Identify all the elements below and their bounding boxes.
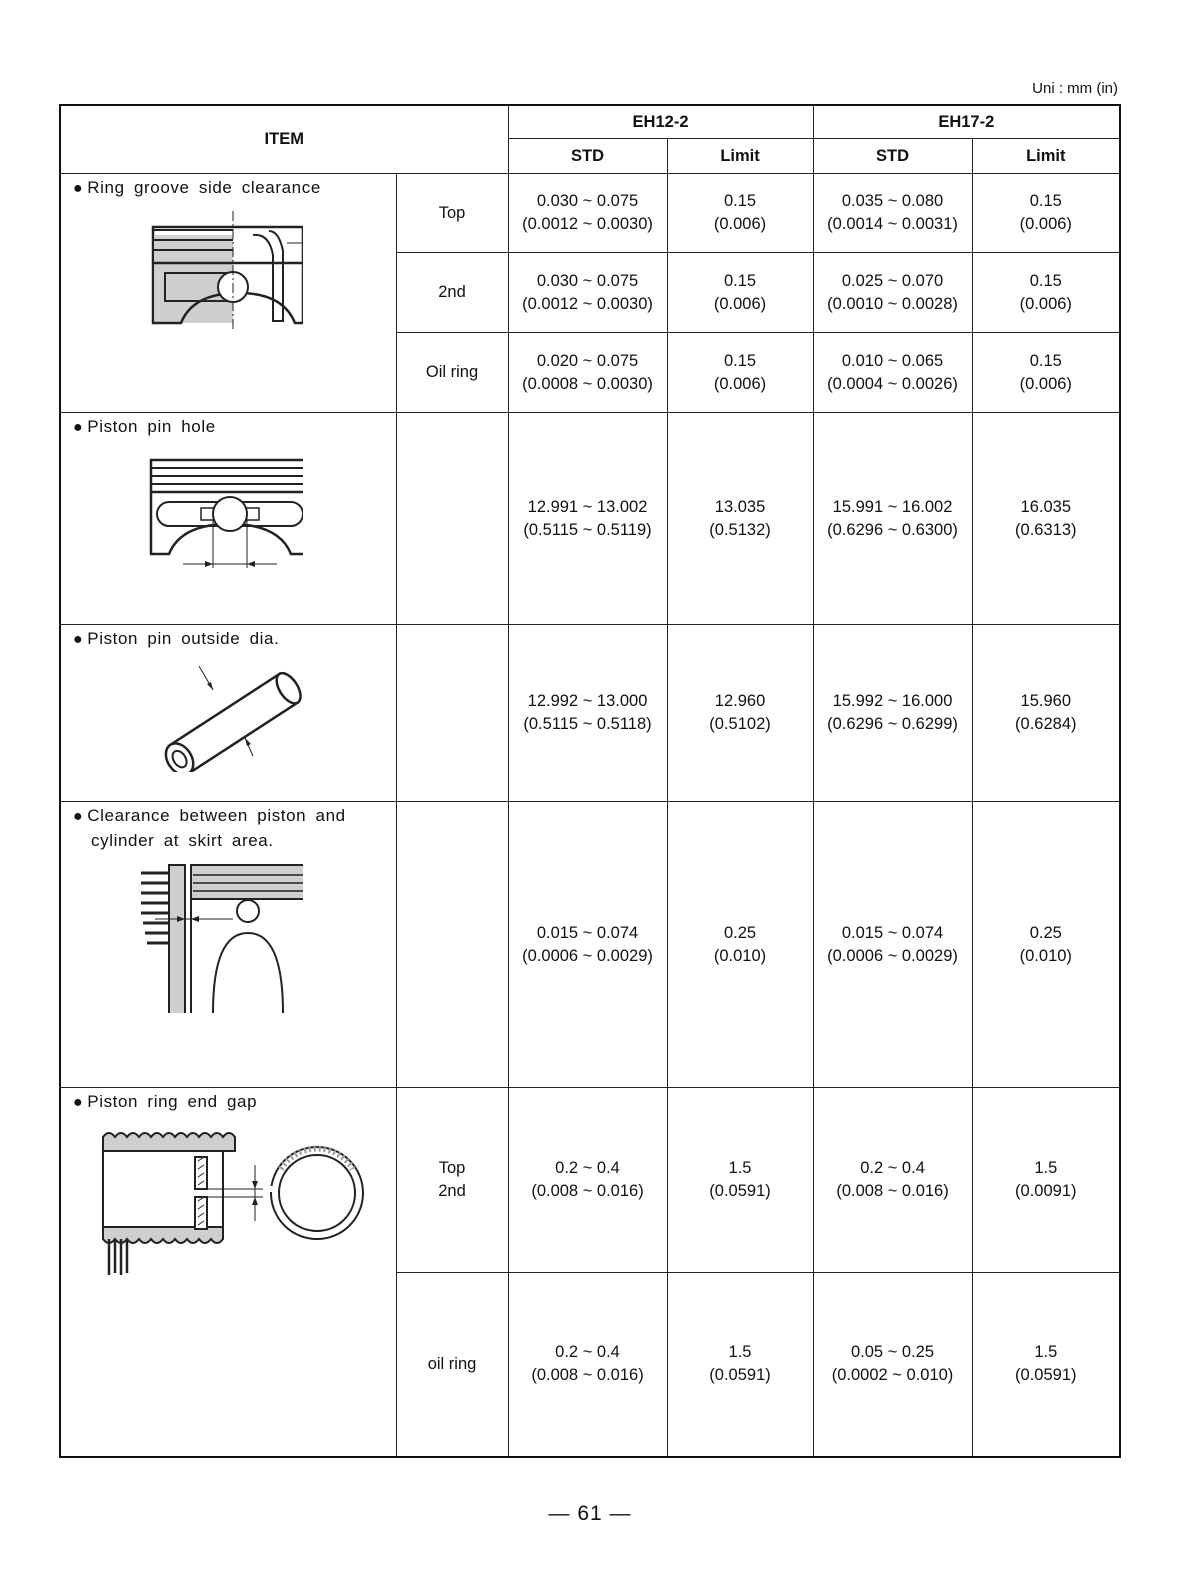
- limit-eh17: 0.15 (0.006): [972, 253, 1120, 333]
- limit-eh17: 0.25 (0.010): [972, 802, 1120, 1088]
- header-item: ITEM: [60, 105, 508, 174]
- bullet-icon: ●: [73, 808, 84, 825]
- sub-item-oil-ring: oil ring: [396, 1273, 508, 1457]
- std-eh12: 0.030 ~ 0.075 (0.0012 ~ 0.0030): [508, 253, 667, 333]
- sub-item-oil-ring: Oil ring: [396, 333, 508, 413]
- limit-eh12: 1.5 (0.0591): [667, 1273, 813, 1457]
- item-label: Clearance between piston and: [87, 806, 346, 825]
- sub-item-top-2nd: Top 2nd: [396, 1088, 508, 1273]
- ring-groove-diagram: [73, 201, 303, 331]
- header-std: STD: [813, 139, 972, 174]
- item-label: Piston ring end gap: [87, 1092, 258, 1111]
- std-eh12: 0.2 ~ 0.4 (0.008 ~ 0.016): [508, 1273, 667, 1457]
- sub-item-empty: [396, 413, 508, 625]
- std-eh12: 0.015 ~ 0.074 (0.0006 ~ 0.0029): [508, 802, 667, 1088]
- header-limit: Limit: [667, 139, 813, 174]
- limit-eh17: 1.5 (0.0091): [972, 1088, 1120, 1273]
- limit-eh12: 0.15 (0.006): [667, 333, 813, 413]
- limit-eh17: 0.15 (0.006): [972, 333, 1120, 413]
- table-row: [60, 802, 1120, 1088]
- std-eh17: 15.991 ~ 16.002 (0.6296 ~ 0.6300): [813, 413, 972, 625]
- item-piston-cylinder-clearance: [60, 802, 396, 1088]
- ring-end-gap-diagram: [73, 1115, 373, 1275]
- limit-eh17: 15.960 (0.6284): [972, 625, 1120, 802]
- limit-eh12: 12.960 (0.5102): [667, 625, 813, 802]
- std-eh17: 0.015 ~ 0.074 (0.0006 ~ 0.0029): [813, 802, 972, 1088]
- header-model-eh17: EH17-2: [813, 105, 1120, 139]
- header-model-eh12: EH12-2: [508, 105, 813, 139]
- table-row: [60, 413, 1120, 625]
- item-label-cont: cylinder at skirt area.: [91, 831, 274, 850]
- sub-item-2nd: 2nd: [396, 253, 508, 333]
- std-eh12: 12.991 ~ 13.002 (0.5115 ~ 0.5119): [508, 413, 667, 625]
- bullet-icon: ●: [73, 631, 84, 648]
- std-eh12: 0.030 ~ 0.075 (0.0012 ~ 0.0030): [508, 174, 667, 253]
- specification-table: [59, 104, 1121, 1458]
- limit-eh12: 0.25 (0.010): [667, 802, 813, 1088]
- header-std: STD: [508, 139, 667, 174]
- std-eh17: 0.2 ~ 0.4 (0.008 ~ 0.016): [813, 1088, 972, 1273]
- piston-pin-diagram: [73, 652, 303, 772]
- item-piston-ring-end-gap: [60, 1088, 396, 1457]
- limit-eh17: 0.15 (0.006): [972, 174, 1120, 253]
- item-piston-pin-outside-dia: [60, 625, 396, 802]
- limit-eh12: 1.5 (0.0591): [667, 1088, 813, 1273]
- sub-item-top: Top: [396, 174, 508, 253]
- std-eh17: 15.992 ~ 16.000 (0.6296 ~ 0.6299): [813, 625, 972, 802]
- piston-cylinder-diagram: [73, 853, 303, 1013]
- piston-pin-hole-diagram: [73, 440, 303, 580]
- unit-label: Uni : mm (in): [1032, 80, 1118, 97]
- bullet-icon: ●: [73, 419, 84, 436]
- std-eh12: 0.2 ~ 0.4 (0.008 ~ 0.016): [508, 1088, 667, 1273]
- table-row: [60, 174, 1120, 253]
- item-ring-groove: [60, 174, 396, 413]
- limit-eh17: 16.035 (0.6313): [972, 413, 1120, 625]
- std-eh12: 0.020 ~ 0.075 (0.0008 ~ 0.0030): [508, 333, 667, 413]
- std-eh17: 0.010 ~ 0.065 (0.0004 ~ 0.0026): [813, 333, 972, 413]
- limit-eh12: 0.15 (0.006): [667, 253, 813, 333]
- header-limit: Limit: [972, 139, 1120, 174]
- table-row: [60, 1088, 1120, 1273]
- sub-item-empty: [396, 625, 508, 802]
- item-piston-pin-hole: [60, 413, 396, 625]
- table-row: [60, 625, 1120, 802]
- std-eh17: 0.025 ~ 0.070 (0.0010 ~ 0.0028): [813, 253, 972, 333]
- item-label: Piston pin hole: [87, 417, 216, 436]
- sub-item-empty: [396, 802, 508, 1088]
- bullet-icon: ●: [73, 180, 84, 197]
- std-eh17: 0.05 ~ 0.25 (0.0002 ~ 0.010): [813, 1273, 972, 1457]
- std-eh17: 0.035 ~ 0.080 (0.0014 ~ 0.0031): [813, 174, 972, 253]
- header-row-models: [60, 105, 1120, 139]
- limit-eh12: 13.035 (0.5132): [667, 413, 813, 625]
- limit-eh17: 1.5 (0.0591): [972, 1273, 1120, 1457]
- item-label: Piston pin outside dia.: [87, 629, 280, 648]
- limit-eh12: 0.15 (0.006): [667, 174, 813, 253]
- bullet-icon: ●: [73, 1094, 84, 1111]
- item-label: Ring groove side clearance: [87, 178, 321, 197]
- std-eh12: 12.992 ~ 13.000 (0.5115 ~ 0.5118): [508, 625, 667, 802]
- page-number: — 61 —: [548, 1502, 632, 1525]
